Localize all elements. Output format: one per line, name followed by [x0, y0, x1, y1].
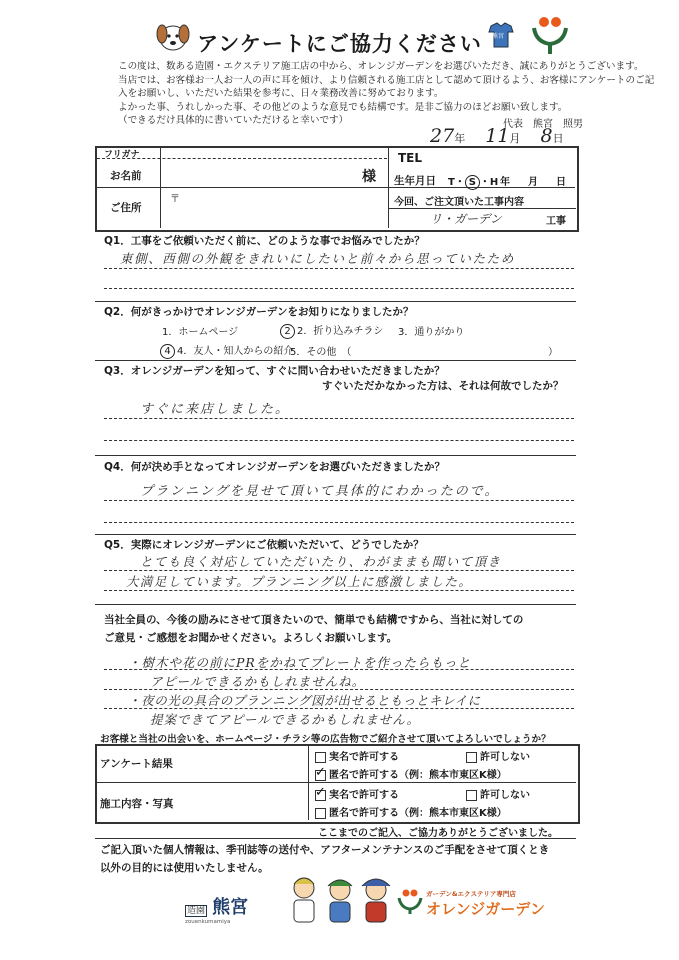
logo-right-main: オレンジガーデン [426, 900, 545, 918]
orange-garden-logo-icon [396, 888, 424, 914]
characters-illustration-icon [286, 872, 398, 924]
row2-option-deny[interactable]: 許可しない [466, 786, 530, 801]
name-suffix: 様 [362, 169, 376, 185]
q5-answer-line-2: 大満足しています。プランニング以上に感激しました。 [126, 574, 473, 589]
q2-option-3: 3．通りがかり [398, 327, 465, 338]
staff-label-line-2: ご意見・ご感想をお聞かせください。よろしくお願いします。 [104, 632, 398, 644]
q3-sub: すぐいただかなかった方は、それは何故でしたか？ [322, 380, 564, 392]
privacy-line-1: ご記入頂いた個人情報は、季刊誌等の送付や、アフターメンテナンスのご手配をさせて頂くとき [100, 844, 550, 856]
q2-option-1: 1．ホームページ [162, 327, 239, 338]
permission-row-2-title: 施工内容・写真 [100, 798, 174, 810]
address-label: ご住所 [110, 202, 142, 214]
q3-answer: すぐに来店しました。 [140, 402, 291, 417]
thanks-text: ここまでのご記入、ご協力ありがとうございました。 [318, 828, 558, 839]
row1-option-anonymous[interactable]: ✓匿名で許可する（例：熊本市東区K様） [315, 766, 507, 781]
furigana-label: フリガナ [104, 150, 140, 160]
birth-era: T・ S ・H [448, 177, 499, 188]
birth-label: 生年月日 [394, 175, 436, 187]
row1-checkbox-deny[interactable] [466, 752, 477, 763]
staff-answer-line-4: 提案できてアピールできるかもしれません。 [150, 712, 421, 727]
corner-badge-text: 熊宮 [492, 33, 505, 40]
row2-checkbox-deny[interactable] [466, 790, 477, 801]
work-label: 今回、ご注文頂いた工事内容 [394, 197, 524, 208]
row2-checkbox-real-name[interactable] [315, 790, 326, 801]
q4-label: Q4．何が決め手となってオレンジガーデンをお選びいただきましたか？ [104, 461, 445, 473]
tel-label: TEL [398, 151, 423, 165]
logo-left-small: 造園 [187, 906, 206, 916]
row1-option-real-name[interactable]: 実名で許可する [315, 748, 399, 763]
q3-label: Q3．オレンジガーデンを知って、すぐに問い合わせいただきましたか？ [104, 365, 445, 377]
row1-checkbox-anonymous[interactable] [315, 770, 326, 781]
staff-answer-line-2: アピールできるかもしれませんね。 [150, 674, 366, 689]
staff-answer-line-3: ・夜の光の具合のプランニング図が出せるともっとキレイに [128, 693, 481, 708]
q2-option-2: 2 2．折り込みチラシ [280, 322, 383, 339]
q2-label: Q2．何がきっかけでオレンジガーデンをお知りになりましたか？ [104, 306, 414, 318]
q2-option-4: 4 4．友人・知人からの紹介 [160, 342, 293, 359]
intro-text: この度は、数ある造園・エクステリア施工店の中から、オレンジガーデンをお選びいただき、誠にありがとうございます。 当店では、お客様お一人お一人の声に耳を傾け、より信頼される施工店として認めて頂けるよう、お客様にアンケートのご記 入をお願いし、いただいた結果を参考に、日々業務改善に努めております。 よかった事、うれしかった事、その他どのような意見でも結構です。是非ご協力のほどお願い致します。 （できるだけ具体的に書いていただけると幸いです） [118, 61, 655, 127]
logo-right-small: ガーデン&エクステリア専門店 [426, 890, 516, 898]
q4-answer: プランニングを見せて頂いて具体的にわかったので。 [140, 484, 500, 499]
footer-logo-kumamiya [185, 893, 248, 925]
q1-answer: 東側、西側の外観をきれいにしたいと前々から思っていたため [120, 251, 515, 266]
page-title: アンケートにご協力ください [197, 32, 482, 56]
logo-left-sub: zouenkumamiya [185, 919, 231, 925]
birth-year: 年 [500, 177, 510, 188]
q2-option-5-close: ） [548, 347, 558, 358]
work-value: リ・ガーデン [430, 212, 502, 226]
orange-tree-icon [526, 14, 576, 54]
row2-option-real-name[interactable]: ✓実名で許可する [315, 786, 399, 801]
birth-day: 日 [556, 177, 566, 188]
row2-option-anonymous[interactable]: 匿名で許可する（例：熊本市東区K様） [315, 804, 507, 819]
staff-label-line-1: 当社全員の、今後の励みにさせて頂きたいので、簡単でも結構ですから、当社に対しての [104, 614, 524, 626]
q1-label: Q1．工事をご依頼いただく前に、どのような事でお悩みでしたか？ [104, 235, 425, 247]
name-label: お名前 [110, 170, 142, 182]
privacy-line-2: 以外の目的には使用いたしません。 [100, 862, 269, 874]
permission-label: お客様と当社の出会いを、ホームページ・チラシ等の広告物でご紹介させて頂いてよろしいでしょうか？ [100, 734, 551, 745]
birth-month: 月 [528, 177, 538, 188]
staff-answer-line-1: ・樹木や花の前にPRをかねてプレートを作ったらもっと [128, 655, 472, 670]
row1-checkbox-real-name[interactable] [315, 752, 326, 763]
survey-date: 27年 11月 8日 [430, 125, 564, 147]
postal-mark: 〒 [170, 194, 180, 205]
q2-option-5: 5．その他 （ [290, 347, 352, 358]
signature: 代表 熊宮 照男 [503, 119, 583, 130]
logo-left-main: 熊宮 [212, 897, 249, 918]
footer-logo-orange-garden [426, 889, 545, 919]
work-suffix: 工事 [546, 216, 566, 227]
row1-option-deny[interactable]: 許可しない [466, 748, 530, 763]
row2-checkbox-anonymous[interactable] [315, 808, 326, 819]
q5-label: Q5．実際にオレンジガーデンにご依頼いただいて、どうでしたか？ [104, 539, 424, 551]
permission-row-1-title: アンケート結果 [100, 758, 173, 770]
q5-answer-line-1: とても良く対応していただいたり、わがままも聞いて頂き [140, 554, 502, 569]
